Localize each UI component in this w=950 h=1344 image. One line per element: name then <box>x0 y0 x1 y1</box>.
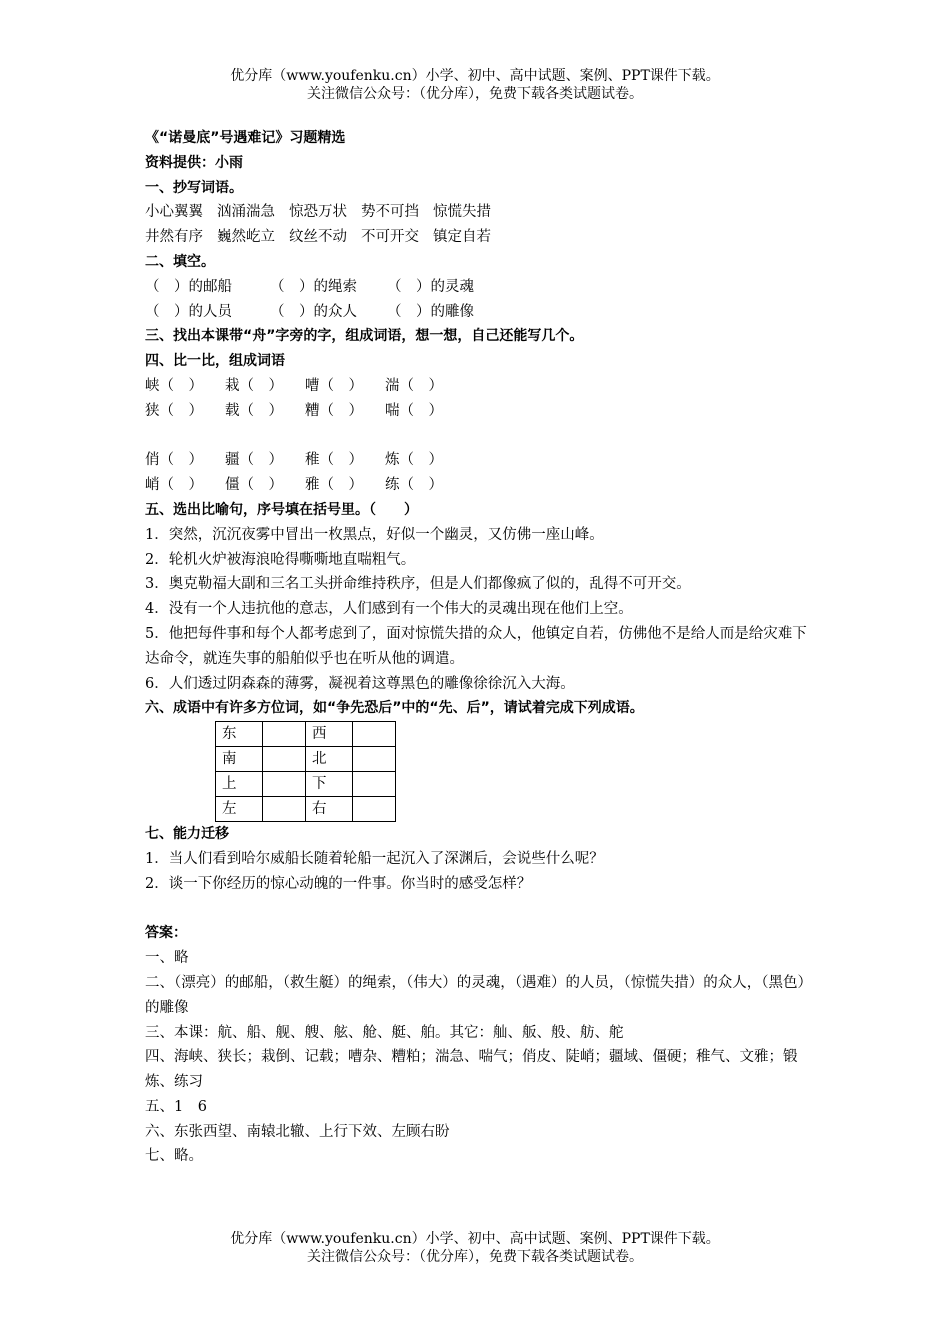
table-cell-blank <box>353 772 396 797</box>
s4-item: 稚（ ） <box>305 452 363 469</box>
s1-word-row <box>145 225 815 250</box>
table-row <box>216 772 396 797</box>
s1-word: 小心翼翼 <box>145 204 203 221</box>
table-cell: 左 <box>216 797 263 822</box>
answer-item: 二、（漂亮）的邮船，（救生艇）的绳索，（伟大）的灵魂，（遇难）的人员，（惊慌失措）的众人，（黑色）的雕像 <box>145 974 812 1016</box>
table-cell: 下 <box>306 772 353 797</box>
answer-item: 四、海峡、狭长；栽倒、记载；嘈杂、糟粕；湍急、喘气；俏皮、陡峭；疆域、僵硬；稚气、文雅；锻炼、练习 <box>145 1049 798 1091</box>
table-cell-blank <box>263 747 306 772</box>
s4-row <box>145 448 815 473</box>
table-cell: 东 <box>216 722 263 747</box>
section-5-heading: 五、选出比喻句，序号填在括号里。（ ） <box>145 501 418 518</box>
s4-item: 嘈（ ） <box>305 377 363 394</box>
answer-item: 五、1 6 <box>145 1098 207 1115</box>
s4-item: 雅（ ） <box>305 477 363 494</box>
s1-word: 不可开交 <box>361 229 419 246</box>
table-row <box>216 797 396 822</box>
s1-word: 势不可挡 <box>361 204 419 221</box>
answers-heading: 答案： <box>145 925 187 942</box>
table-row <box>216 747 396 772</box>
s4-item: 峡（ ） <box>145 377 203 394</box>
table-cell: 上 <box>216 772 263 797</box>
footer-line-1: 优分库（www.youfenku.cn）小学、初中、高中试题、案例、PPT课件下载。 <box>230 1231 720 1247</box>
page-footer <box>0 1230 950 1266</box>
answer-item: 七、略。 <box>145 1148 203 1165</box>
table-cell-blank <box>263 722 306 747</box>
s2-blank: （ ）的雕像 <box>387 303 474 320</box>
s5-item: 5．他把每件事和每个人都考虑到了，面对惊慌失措的众人，他镇定自若，仿佛他不是给人而是给灾难下达命令，就连失事的船舶似乎也在听从他的调遣。 <box>145 625 807 667</box>
s4-item: 糟（ ） <box>305 402 363 419</box>
s1-word: 汹涌湍急 <box>217 204 275 221</box>
s1-word: 纹丝不动 <box>289 229 347 246</box>
header-line-2: 关注微信公众号：（优分库），免费下载各类试题试卷。 <box>307 86 643 102</box>
doc-title: 《“诺曼底”号遇难记》习题精选 <box>145 130 346 146</box>
document-body <box>145 126 815 1169</box>
s1-word: 镇定自若 <box>433 229 491 246</box>
s1-word-row <box>145 200 815 225</box>
s5-item: 6．人们透过阴森森的薄雾，凝视着这尊黑色的雕像徐徐沉入大海。 <box>145 675 575 692</box>
s4-item: 俏（ ） <box>145 452 203 469</box>
s2-blank: （ ）的人员 <box>145 303 232 320</box>
s2-blank: （ ）的邮船 <box>145 278 232 295</box>
section-7-heading: 七、能力迁移 <box>145 826 229 843</box>
section-4-heading: 四、比一比，组成词语 <box>145 353 285 370</box>
table-cell: 西 <box>306 722 353 747</box>
direction-table <box>215 721 396 822</box>
s4-item: 炼（ ） <box>385 452 443 469</box>
section-3-heading: 三、找出本课带“舟”字旁的字，组成词语，想一想，自己还能写几个。 <box>145 328 584 345</box>
s4-item: 峭（ ） <box>145 477 203 494</box>
s5-item: 4．没有一个人违抗他的意志，人们感到有一个伟大的灵魂出现在他们上空。 <box>145 601 633 618</box>
s4-item: 栽（ ） <box>225 377 283 394</box>
answer-item: 六、东张西望、南辕北辙、上行下效、左顾右盼 <box>145 1123 450 1140</box>
s4-item: 载（ ） <box>225 402 283 419</box>
s4-item: 疆（ ） <box>225 452 283 469</box>
s7-item: 2．谈一下你经历的惊心动魄的一件事。你当时的感受怎样？ <box>145 875 532 892</box>
s4-row <box>145 399 815 424</box>
s5-item: 2．轮机火炉被海浪呛得嘶嘶地直喘粗气。 <box>145 551 416 568</box>
s4-item: 湍（ ） <box>385 377 443 394</box>
table-cell: 右 <box>306 797 353 822</box>
s4-item: 僵（ ） <box>225 477 283 494</box>
page-header <box>0 67 950 103</box>
answer-item: 三、本课：航、船、舰、艘、舷、舱、艇、舶。其它：舢、舨、般、舫、舵 <box>145 1024 624 1041</box>
table-cell-blank <box>353 722 396 747</box>
table-cell-blank <box>263 797 306 822</box>
section-6-heading: 六、成语中有许多方位词，如“争先恐后”中的“先、后”，请试着完成下列成语。 <box>145 700 644 717</box>
s2-blank: （ ）的众人 <box>270 303 357 320</box>
s4-item: 练（ ） <box>385 477 443 494</box>
s1-word: 惊慌失措 <box>433 204 491 221</box>
s5-item: 1．突然，沉沉夜雾中冒出一枚黑点，好似一个幽灵，又仿佛一座山峰。 <box>145 526 604 543</box>
spacer <box>145 897 815 922</box>
s1-word: 井然有序 <box>145 229 203 246</box>
table-cell-blank <box>353 747 396 772</box>
s2-blank: （ ）的绳索 <box>270 278 357 295</box>
table-cell: 南 <box>216 747 263 772</box>
doc-source: 资料提供：小雨 <box>145 154 243 171</box>
table-cell: 北 <box>306 747 353 772</box>
table-cell-blank <box>263 772 306 797</box>
s4-item: 狭（ ） <box>145 402 203 419</box>
s7-item: 1．当人们看到哈尔威船长随着轮船一起沉入了深渊后，会说些什么呢？ <box>145 850 604 867</box>
s1-word: 巍然屹立 <box>217 229 275 246</box>
s4-row <box>145 473 815 498</box>
s5-item: 3．奥克勒福大副和三名工头拼命维持秩序，但是人们都像疯了似的，乱得不可开交。 <box>145 576 691 593</box>
s2-row <box>145 300 815 325</box>
spacer <box>145 424 815 449</box>
s4-item: 喘（ ） <box>385 402 443 419</box>
s4-row <box>145 374 815 399</box>
table-row <box>216 722 396 747</box>
table-cell-blank <box>353 797 396 822</box>
s2-row <box>145 275 815 300</box>
s1-word: 惊恐万状 <box>289 204 347 221</box>
section-1-heading: 一、抄写词语。 <box>145 179 243 196</box>
s2-blank: （ ）的灵魂 <box>387 278 474 295</box>
answer-item: 一、略 <box>145 950 189 967</box>
section-2-heading: 二、填空。 <box>145 253 215 270</box>
header-line-1: 优分库（www.youfenku.cn）小学、初中、高中试题、案例、PPT课件下载。 <box>230 68 720 84</box>
footer-line-2: 关注微信公众号：（优分库），免费下载各类试题试卷。 <box>307 1249 643 1265</box>
